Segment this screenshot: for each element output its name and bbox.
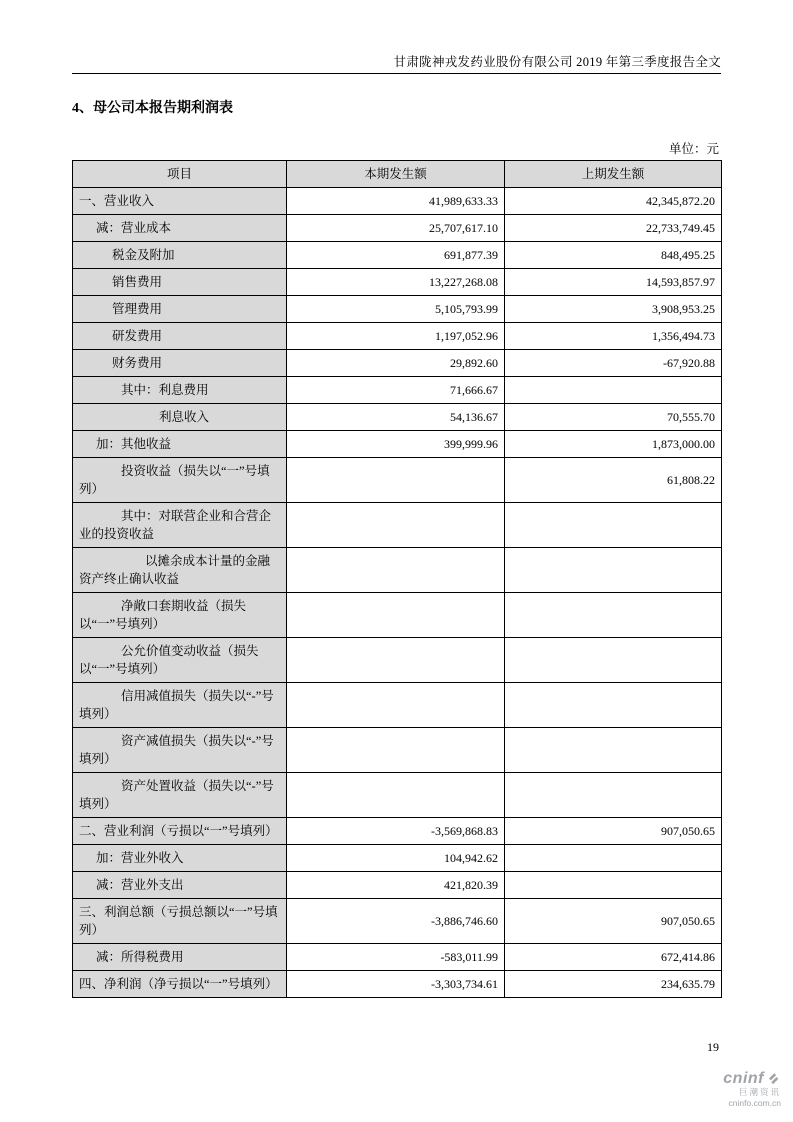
prior-period-cell: 3,908,953.25 bbox=[505, 296, 722, 323]
table-row bbox=[73, 431, 722, 458]
cninfo-pinwheel-icon bbox=[766, 1071, 781, 1086]
current-period-cell bbox=[287, 773, 505, 818]
table-row bbox=[73, 188, 722, 215]
table-row bbox=[73, 377, 722, 404]
prior-period-cell: 848,495.25 bbox=[505, 242, 722, 269]
table-row bbox=[73, 899, 722, 944]
cninfo-logo bbox=[705, 1070, 781, 1108]
logo-top bbox=[705, 1070, 781, 1088]
table-row bbox=[73, 503, 722, 548]
prior-period-cell bbox=[505, 638, 722, 683]
prior-period-cell: 672,414.86 bbox=[505, 944, 722, 971]
table-row bbox=[73, 683, 722, 728]
current-period-cell: -583,011.99 bbox=[287, 944, 505, 971]
current-period-cell bbox=[287, 728, 505, 773]
item-cell: 减：营业外支出 bbox=[73, 872, 287, 899]
item-cell: 投资收益（损失以“一”号填列） bbox=[73, 458, 287, 503]
prior-period-cell: -67,920.88 bbox=[505, 350, 722, 377]
prior-period-cell: 42,345,872.20 bbox=[505, 188, 722, 215]
prior-period-cell bbox=[505, 377, 722, 404]
table-row bbox=[73, 269, 722, 296]
item-cell: 其中：利息费用 bbox=[73, 377, 287, 404]
current-period-cell: 691,877.39 bbox=[287, 242, 505, 269]
current-period-cell bbox=[287, 638, 505, 683]
income-statement-table bbox=[72, 160, 722, 998]
prior-period-cell: 70,555.70 bbox=[505, 404, 722, 431]
prior-period-cell bbox=[505, 773, 722, 818]
prior-period-cell: 14,593,857.97 bbox=[505, 269, 722, 296]
current-period-cell: 104,942.62 bbox=[287, 845, 505, 872]
prior-period-cell: 1,356,494.73 bbox=[505, 323, 722, 350]
current-period-cell: 421,820.39 bbox=[287, 872, 505, 899]
header-cell-current-period: 本期发生额 bbox=[287, 161, 505, 188]
table-row bbox=[73, 944, 722, 971]
current-period-cell: 71,666.67 bbox=[287, 377, 505, 404]
page-number: 19 bbox=[707, 1040, 719, 1054]
item-cell: 以摊余成本计量的金融资产终止确认收益 bbox=[73, 548, 287, 593]
prior-period-cell: 234,635.79 bbox=[505, 971, 722, 998]
logo-brand-text: cninf bbox=[723, 1069, 764, 1087]
item-cell: 资产处置收益（损失以“-”号填列） bbox=[73, 773, 287, 818]
table-row bbox=[73, 323, 722, 350]
header-rule bbox=[72, 73, 721, 74]
item-cell: 税金及附加 bbox=[73, 242, 287, 269]
item-cell: 其中：对联营企业和合营企业的投资收益 bbox=[73, 503, 287, 548]
item-cell: 四、净利润（净亏损以“一”号填列） bbox=[73, 971, 287, 998]
table-row bbox=[73, 872, 722, 899]
current-period-cell bbox=[287, 548, 505, 593]
table-row bbox=[73, 818, 722, 845]
current-period-cell: 399,999.96 bbox=[287, 431, 505, 458]
current-period-cell: -3,886,746.60 bbox=[287, 899, 505, 944]
current-period-cell bbox=[287, 593, 505, 638]
prior-period-cell: 22,733,749.45 bbox=[505, 215, 722, 242]
prior-period-cell: 1,873,000.00 bbox=[505, 431, 722, 458]
current-period-cell bbox=[287, 458, 505, 503]
prior-period-cell bbox=[505, 683, 722, 728]
item-cell: 信用减值损失（损失以“-”号填列） bbox=[73, 683, 287, 728]
table-row bbox=[73, 548, 722, 593]
item-cell: 二、营业利润（亏损以“一”号填列） bbox=[73, 818, 287, 845]
item-cell: 资产减值损失（损失以“-”号填列） bbox=[73, 728, 287, 773]
table-row bbox=[73, 773, 722, 818]
table-row bbox=[73, 593, 722, 638]
item-cell: 净敞口套期收益（损失以“一”号填列） bbox=[73, 593, 287, 638]
prior-period-cell bbox=[505, 593, 722, 638]
table-row bbox=[73, 971, 722, 998]
item-cell: 加：营业外收入 bbox=[73, 845, 287, 872]
prior-period-cell: 907,050.65 bbox=[505, 818, 722, 845]
prior-period-cell bbox=[505, 845, 722, 872]
table-row bbox=[73, 242, 722, 269]
logo-name-text: 巨潮资讯 bbox=[738, 1087, 781, 1098]
item-cell: 研发费用 bbox=[73, 323, 287, 350]
prior-period-cell bbox=[505, 503, 722, 548]
table-row bbox=[73, 296, 722, 323]
prior-period-cell: 907,050.65 bbox=[505, 899, 722, 944]
item-cell: 财务费用 bbox=[73, 350, 287, 377]
table-row bbox=[73, 845, 722, 872]
current-period-cell: 13,227,268.08 bbox=[287, 269, 505, 296]
current-period-cell: 5,105,793.99 bbox=[287, 296, 505, 323]
table-row bbox=[73, 215, 722, 242]
report-header: 甘肃陇神戎发药业股份有限公司 2019 年第三季度报告全文 bbox=[393, 55, 721, 69]
logo-url-text: cninfo.com.cn bbox=[728, 1097, 781, 1108]
current-period-cell bbox=[287, 683, 505, 728]
header-cell-item: 项目 bbox=[73, 161, 287, 188]
table-row bbox=[73, 728, 722, 773]
prior-period-cell bbox=[505, 548, 722, 593]
prior-period-cell: 61,808.22 bbox=[505, 458, 722, 503]
item-cell: 销售费用 bbox=[73, 269, 287, 296]
current-period-cell: -3,569,868.83 bbox=[287, 818, 505, 845]
income-statement-body bbox=[73, 188, 722, 998]
table-row bbox=[73, 404, 722, 431]
item-cell: 利息收入 bbox=[73, 404, 287, 431]
unit-label: 单位：元 bbox=[668, 142, 719, 156]
header-cell-prior-period: 上期发生额 bbox=[505, 161, 722, 188]
prior-period-cell bbox=[505, 728, 722, 773]
item-cell: 加：其他收益 bbox=[73, 431, 287, 458]
current-period-cell: 41,989,633.33 bbox=[287, 188, 505, 215]
table-header-row bbox=[73, 161, 722, 188]
current-period-cell: 25,707,617.10 bbox=[287, 215, 505, 242]
table-row bbox=[73, 638, 722, 683]
item-cell: 减：营业成本 bbox=[73, 215, 287, 242]
current-period-cell: 1,197,052.96 bbox=[287, 323, 505, 350]
section-title: 4、母公司本报告期利润表 bbox=[72, 101, 233, 116]
table-row bbox=[73, 458, 722, 503]
item-cell: 三、利润总额（亏损总额以“一”号填列） bbox=[73, 899, 287, 944]
current-period-cell: 54,136.67 bbox=[287, 404, 505, 431]
current-period-cell: 29,892.60 bbox=[287, 350, 505, 377]
current-period-cell bbox=[287, 503, 505, 548]
item-cell: 一、营业收入 bbox=[73, 188, 287, 215]
item-cell: 公允价值变动收益（损失以“一”号填列） bbox=[73, 638, 287, 683]
item-cell: 减：所得税费用 bbox=[73, 944, 287, 971]
table-row bbox=[73, 350, 722, 377]
item-cell: 管理费用 bbox=[73, 296, 287, 323]
current-period-cell: -3,303,734.61 bbox=[287, 971, 505, 998]
prior-period-cell bbox=[505, 872, 722, 899]
